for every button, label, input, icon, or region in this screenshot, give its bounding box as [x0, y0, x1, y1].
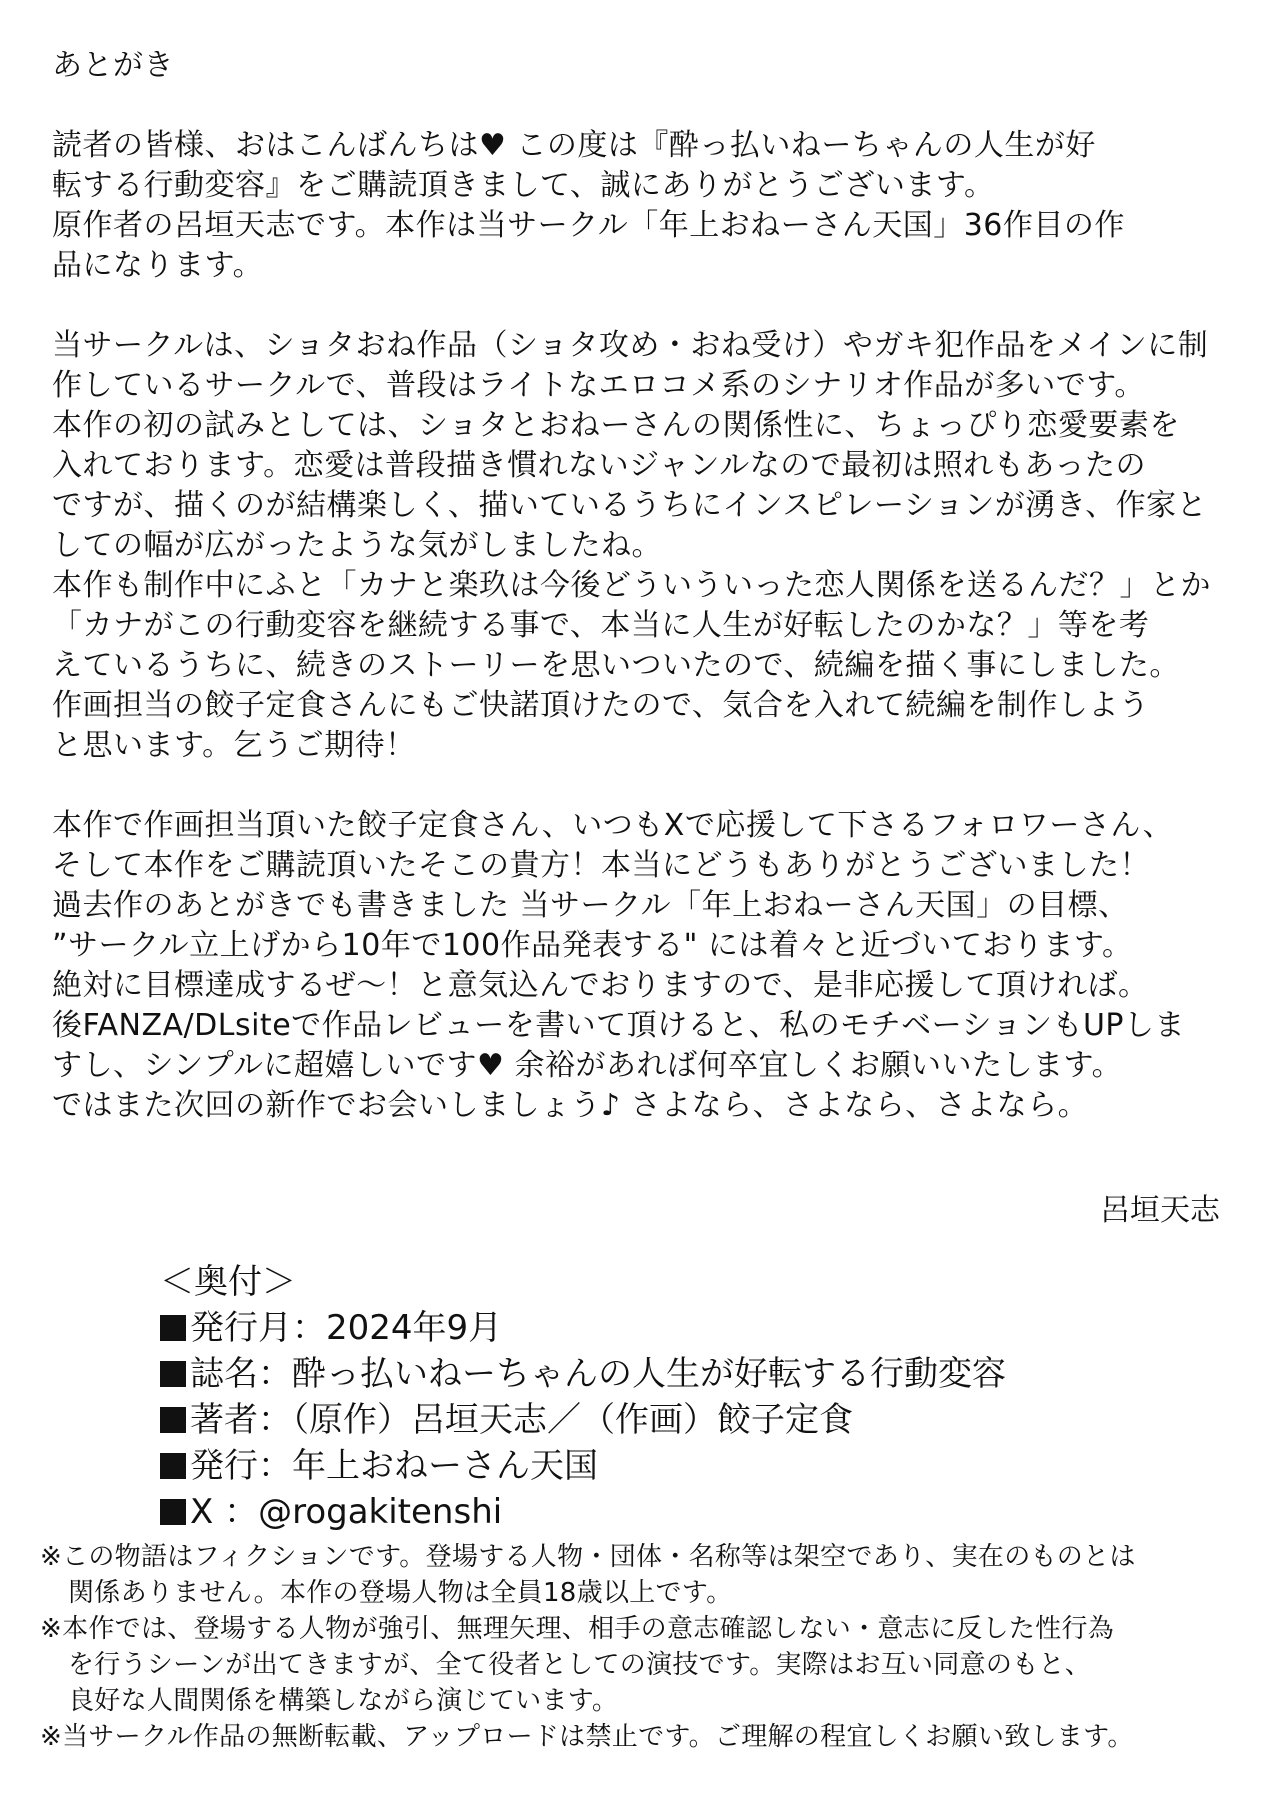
afterword-heading: あとがき [52, 48, 174, 83]
colophon-row-title [160, 1351, 1006, 1397]
afterword-section [52, 46, 1232, 1126]
paragraph-line: 「カナがこの行動変容を継続する事で、本当に人生が好転したのかな？」等を考 [52, 608, 1150, 643]
paragraph-line: ではまた次回の新作でお会いしましょう♪ さよなら、さよなら、さよなら。 [52, 1088, 1089, 1123]
colophon-row-author [160, 1397, 1006, 1443]
colophon-row-x-account [160, 1489, 1006, 1535]
colophon-heading: ＜奥付＞ [160, 1262, 296, 1302]
disclaimer-line: ※この物語はフィクションです。登場する人物・団体・名称等は架空であり、実在のものとは [40, 1542, 1136, 1572]
disclaimer-notes [40, 1539, 1260, 1755]
colophon-row-issue-month [160, 1305, 1006, 1351]
disclaimer-line: 関係ありません。本作の登場人物は全員18歳以上です。 [68, 1578, 733, 1608]
paragraph-line: すし、シンプルに超嬉しいです♥ 余裕があれば何卒宜しくお願いいたします。 [52, 1048, 1123, 1083]
paragraph-line: 本作で作画担当頂いた餃子定食さん、いつもXで応援して下さるフォロワーさん、 [52, 808, 1174, 843]
colophon-section [160, 1259, 1006, 1535]
paragraph-line: 作しているサークルで、普段はライトなエロコメ系のシナリオ作品が多いです。 [52, 368, 1145, 403]
colophon-value: 著者：（原作）呂垣天志／（作画）餃子定食 [190, 1400, 853, 1440]
afterword-paragraph-2 [52, 326, 1232, 766]
paragraph-line: と思います。乞うご期待！ [52, 728, 416, 763]
disclaimer-line: ※当サークル作品の無断転載、アップロードは禁止です。ご理解の程宜しくお願い致します。 [40, 1722, 1134, 1752]
author-signature: 呂垣天志 [1100, 1193, 1220, 1228]
paragraph-line: えているうちに、続きのストーリーを思いついたので、続編を描く事にしました。 [52, 648, 1180, 683]
paragraph-line: 入れております。恋愛は普段描き慣れないジャンルなので最初は照れもあったの [52, 448, 1146, 483]
paragraph-line: そして本作をご購読頂いたそこの貴方！本当にどうもありがとうございました！ [52, 848, 1150, 883]
paragraph-line: 後FANZA/DLsiteで作品レビューを書いて頂けると、私のモチベーションもUPしま [52, 1008, 1185, 1043]
paragraph-line: 読者の皆様、おはこんばんちは♥ この度は『酔っ払いねーちゃんの人生が好 [52, 128, 1096, 163]
square-bullet-icon [160, 1453, 186, 1479]
paragraph-line: しての幅が広がったような気がしましたね。 [52, 528, 662, 563]
paragraph-line: 過去作のあとがきでも書きました 当サークル「年上おねーさん天国」の目標、 [52, 888, 1129, 923]
square-bullet-icon [160, 1315, 186, 1341]
square-bullet-icon [160, 1361, 186, 1387]
paragraph-line: ”サークル立上げから10年で100作品発表する" には着々と近づいております。 [52, 928, 1133, 963]
paragraph-line: 絶対に目標達成するぜ〜！と意気込んでおりますので、是非応援して頂ければ。 [52, 968, 1149, 1003]
square-bullet-icon [160, 1407, 186, 1433]
paragraph-line: 本作の初の試みとしては、ショタとおねーさんの関係性に、ちょっぴり恋愛要素を [52, 408, 1180, 443]
paragraph-spacer [52, 286, 1232, 326]
paragraph-line: 原作者の呂垣天志です。本作は当サークル「年上おねーさん天国」36作目の作 [52, 208, 1125, 243]
afterword-paragraph-3 [52, 806, 1232, 1126]
colophon-row-publisher [160, 1443, 1006, 1489]
paragraph-spacer [52, 766, 1232, 806]
square-bullet-icon [160, 1499, 186, 1525]
paragraph-line: 作画担当の餃子定食さんにもご快諾頂けたので、気合を入れて続編を制作しよう [52, 688, 1150, 723]
paragraph-line: 転する行動変容』をご購読頂きまして、誠にありがとうございます。 [52, 168, 995, 203]
colophon-value: X ：@rogakitenshi [190, 1492, 503, 1532]
disclaimer-line: を行うシーンが出てきますが、全て役者としての演技です。実際はお互い同意のもと、 [68, 1650, 1092, 1680]
paragraph-line: 当サークルは、ショタおね作品（ショタ攻め・おね受け）やガキ犯作品をメインに制 [52, 328, 1209, 363]
colophon-value: 誌名：酔っ払いねーちゃんの人生が好転する行動変容 [190, 1354, 1006, 1394]
disclaimer-line: 良好な人間関係を構築しながら演じています。 [68, 1686, 619, 1716]
colophon-value: 発行月：2024年9月 [190, 1308, 503, 1348]
paragraph-line: ですが、描くのが結構楽しく、描いているうちにインスピレーションが湧き、作家と [52, 488, 1208, 523]
afterword-paragraph-1 [52, 126, 1232, 286]
paragraph-line: 本作も制作中にふと「カナと楽玖は今後どういういった恋人関係を送るんだ？」とか [52, 568, 1211, 603]
colophon-value: 発行：年上おねーさん天国 [190, 1446, 598, 1486]
paragraph-line: 品になります。 [52, 248, 264, 283]
disclaimer-line: ※本作では、登場する人物が強引、無理矢理、相手の意志確認しない・意志に反した性行為 [40, 1614, 1115, 1644]
